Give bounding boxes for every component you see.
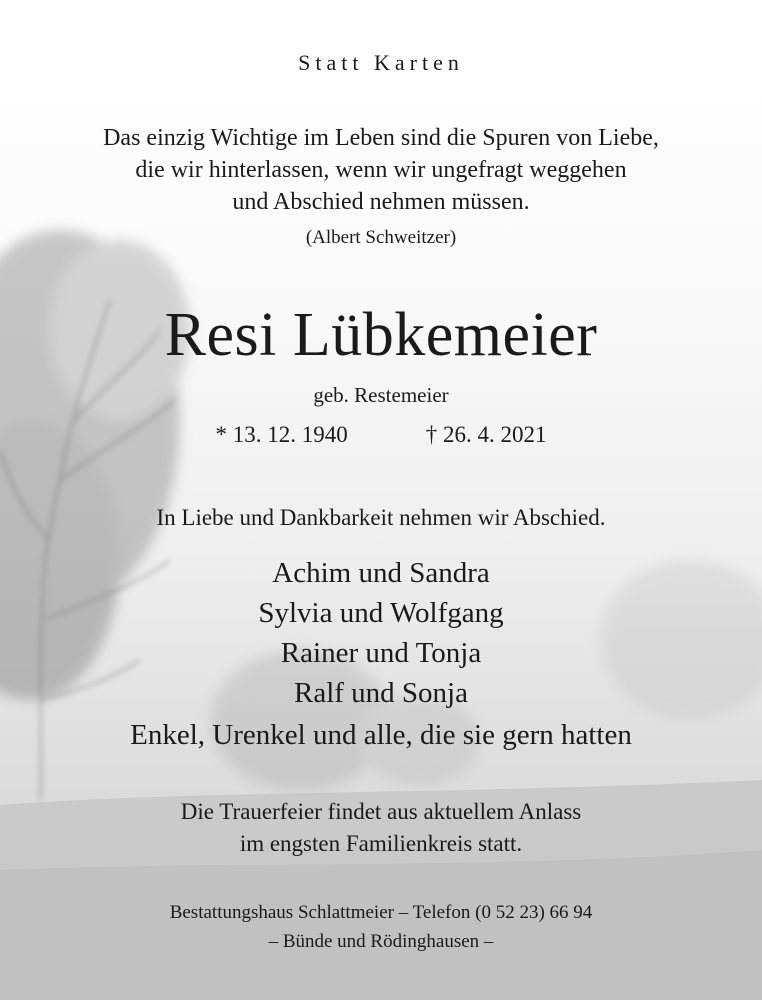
deceased-name: Resi Lübkemeier	[164, 301, 598, 369]
family-member: Ralf und Sonja	[294, 677, 468, 709]
quote-author: (Albert Schweitzer)	[305, 227, 457, 248]
death-date: † 26. 4. 2021	[425, 422, 547, 447]
funeral-notice-line-2: im engsten Familienkreis statt.	[239, 831, 523, 856]
funeral-home-locations: – Bünde und Rödinghausen –	[268, 931, 494, 952]
quote-line-2: die wir hinterlassen, wenn wir ungefragt weggehen	[135, 157, 627, 183]
header-statt-karten: Statt Karten	[298, 50, 464, 75]
quote-line-3: und Abschied nehmen müssen.	[232, 189, 530, 215]
life-dates	[0, 422, 762, 448]
family-member: Achim und Sandra	[272, 557, 490, 589]
family-member: Sylvia und Wolfgang	[258, 597, 504, 629]
funeral-notice-line-1: Die Trauerfeier findet aus aktuellem Anlass	[180, 799, 582, 824]
quote-line-1: Das einzig Wichtige im Leben sind die Spuren von Liebe,	[103, 125, 659, 151]
funeral-home-contact: Bestattungshaus Schlattmeier – Telefon (0 52 23) 66 94	[169, 902, 593, 923]
birth-name: geb. Restemeier	[313, 383, 449, 407]
farewell-line: In Liebe und Dankbarkeit nehmen wir Abschied.	[156, 505, 606, 530]
birth-date: * 13. 12. 1940	[215, 422, 348, 447]
family-member: Enkel, Urenkel und alle, die sie gern hatten	[130, 719, 632, 751]
family-member: Rainer und Tonja	[280, 637, 482, 669]
